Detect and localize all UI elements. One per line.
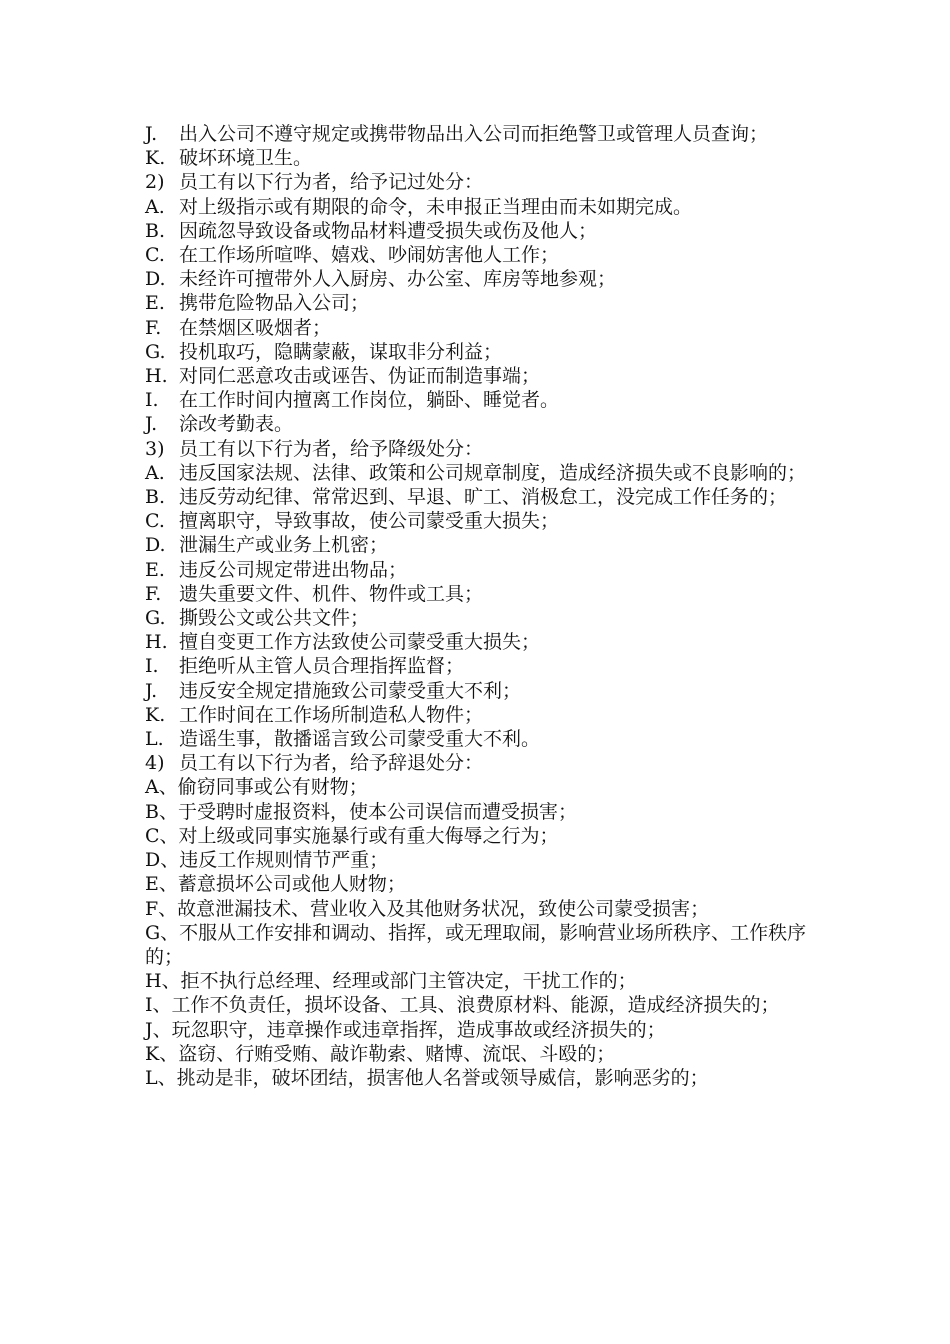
list-item <box>145 533 810 557</box>
list-item <box>145 412 810 436</box>
list-item <box>145 654 810 678</box>
item-marker: F. <box>145 582 162 605</box>
section-number: 4) <box>145 752 165 775</box>
item-marker: J. <box>145 413 158 436</box>
paragraph-item: K、盗窃、行贿受贿、敲诈勒索、赌博、流氓、斗殴的； <box>145 1042 616 1065</box>
paragraph-item: A、偷窃同事或公有财物； <box>145 776 368 799</box>
item-text: 在工作时间内擅离工作岗位，躺卧、睡觉者。 <box>179 389 560 412</box>
item-text: 遗失重要文件、机件、物件或工具； <box>179 582 484 605</box>
list-item <box>145 195 810 219</box>
item-marker: I. <box>145 655 159 678</box>
list-item <box>145 316 810 340</box>
item-text: 违反劳动纪律、常常迟到、早退、旷工、消极怠工，没完成工作任务的； <box>179 486 788 509</box>
section-title: 员工有以下行为者，给予降级处分： <box>179 437 484 460</box>
list-item <box>145 558 810 582</box>
paragraph-item: C、对上级或同事实施暴行或有重大侮辱之行为； <box>145 824 559 847</box>
list-item <box>145 703 810 727</box>
section-title: 员工有以下行为者，给予记过处分： <box>179 171 484 194</box>
list-item <box>145 485 810 509</box>
item-text: 擅离职守，导致事故，使公司蒙受重大损失； <box>179 510 560 533</box>
item-marker: G. <box>145 340 166 363</box>
item-text: 在工作场所喧哗、嬉戏、吵闹妨害他人工作； <box>179 244 560 267</box>
item-marker: K. <box>145 703 166 726</box>
item-marker: D. <box>145 268 166 291</box>
item-text: 未经许可擅带外人入厨房、办公室、库房等地参观； <box>179 268 617 291</box>
section-title: 员工有以下行为者，给予辞退处分： <box>179 752 484 775</box>
section-heading <box>145 751 810 775</box>
paragraph-item: L、挑动是非，破坏团结，损害他人名誉或领导威信，影响恶劣的； <box>145 1066 709 1089</box>
item-text: 投机取巧，隐瞒蒙蔽，谋取非分利益； <box>179 340 503 363</box>
item-text: 擅自变更工作方法致使公司蒙受重大损失； <box>179 631 541 654</box>
item-text: 因疏忽导致设备或物品材料遭受损失或伤及他人； <box>179 219 598 242</box>
item-marker: E. <box>145 292 165 315</box>
item-text: 在禁烟区吸烟者； <box>179 316 332 339</box>
list-item <box>145 340 810 364</box>
list-item <box>145 267 810 291</box>
list-item <box>145 727 810 751</box>
paragraph-item: B、于受聘时虚报资料，使本公司误信而遭受损害； <box>145 800 577 823</box>
item-text: 违反安全规定措施致公司蒙受重大不利； <box>179 679 522 702</box>
item-text: 造谣生事，散播谣言致公司蒙受重大不利。 <box>179 728 541 751</box>
item-text: 对上级指示或有期限的命令，未申报正当理由而未如期完成。 <box>179 195 693 218</box>
section-heading <box>145 170 810 194</box>
list-item <box>145 461 810 485</box>
item-text: 破坏环境卫生。 <box>179 147 313 170</box>
item-text: 对同仁恶意攻击或诬告、伪证而制造事端； <box>179 365 541 388</box>
section-heading <box>145 437 810 461</box>
item-text: 撕毁公文或公共文件； <box>179 607 370 630</box>
list-item <box>145 509 810 533</box>
list-item <box>145 122 810 146</box>
item-marker: C. <box>145 244 165 267</box>
item-marker: K. <box>145 147 166 170</box>
item-marker: D. <box>145 534 166 557</box>
item-text: 涂改考勤表。 <box>179 413 294 436</box>
list-item <box>145 219 810 243</box>
item-text: 工作时间在工作场所制造私人物件； <box>179 703 484 726</box>
item-marker: F. <box>145 316 162 339</box>
list-item <box>145 679 810 703</box>
item-text: 违反国家法规、法律、政策和公司规章制度，造成经济损失或不良影响的； <box>179 461 807 484</box>
item-marker: G. <box>145 607 166 630</box>
item-text: 泄漏生产或业务上机密； <box>179 534 389 557</box>
item-marker: A. <box>145 195 165 218</box>
paragraph-item: H、拒不执行总经理、经理或部门主管决定，干扰工作的； <box>145 970 637 993</box>
item-text: 拒绝听从主管人员合理指挥监督； <box>179 655 465 678</box>
item-marker: H. <box>145 631 168 654</box>
list-item <box>145 291 810 315</box>
item-marker: A. <box>145 461 165 484</box>
paragraph-item: I、工作不负责任，损坏设备、工具、浪费原材料、能源，造成经济损失的； <box>145 994 780 1017</box>
item-marker: H. <box>145 365 168 388</box>
list-item <box>145 606 810 630</box>
item-marker: B. <box>145 486 166 509</box>
item-marker: I. <box>145 389 159 412</box>
paragraph-item: E、蓄意损坏公司或他人财物； <box>145 873 406 896</box>
item-text: 携带危险物品入公司； <box>179 292 370 315</box>
item-marker: J. <box>145 679 158 702</box>
list-item <box>145 364 810 388</box>
item-text: 出入公司不遵守规定或携带物品出入公司而拒绝警卫或管理人员查询； <box>179 123 769 145</box>
list-item <box>145 146 810 170</box>
list-item <box>145 388 810 412</box>
paragraph-item: G、不服从工作安排和调动、指挥，或无理取闹，影响营业场所秩序、工作秩序的； <box>145 921 807 968</box>
item-text: 违反公司规定带进出物品； <box>179 558 408 581</box>
paragraph-item: J、玩忽职守，违章操作或违章指挥，造成事故或经济损失的； <box>145 1018 666 1041</box>
paragraph-item: D、违反工作规则情节严重； <box>145 849 389 872</box>
item-marker: E. <box>145 558 165 581</box>
list-item <box>145 630 810 654</box>
section-number: 3) <box>145 437 165 460</box>
document-body <box>145 122 810 1090</box>
list-item <box>145 243 810 267</box>
list-item <box>145 582 810 606</box>
section-number: 2) <box>145 171 165 194</box>
item-marker: L. <box>145 728 164 751</box>
paragraph-item: F、故意泄漏技术、营业收入及其他财务状况，致使公司蒙受损害； <box>145 897 710 920</box>
item-marker: C. <box>145 510 165 533</box>
item-marker: B. <box>145 219 166 242</box>
item-marker: J. <box>145 123 158 145</box>
